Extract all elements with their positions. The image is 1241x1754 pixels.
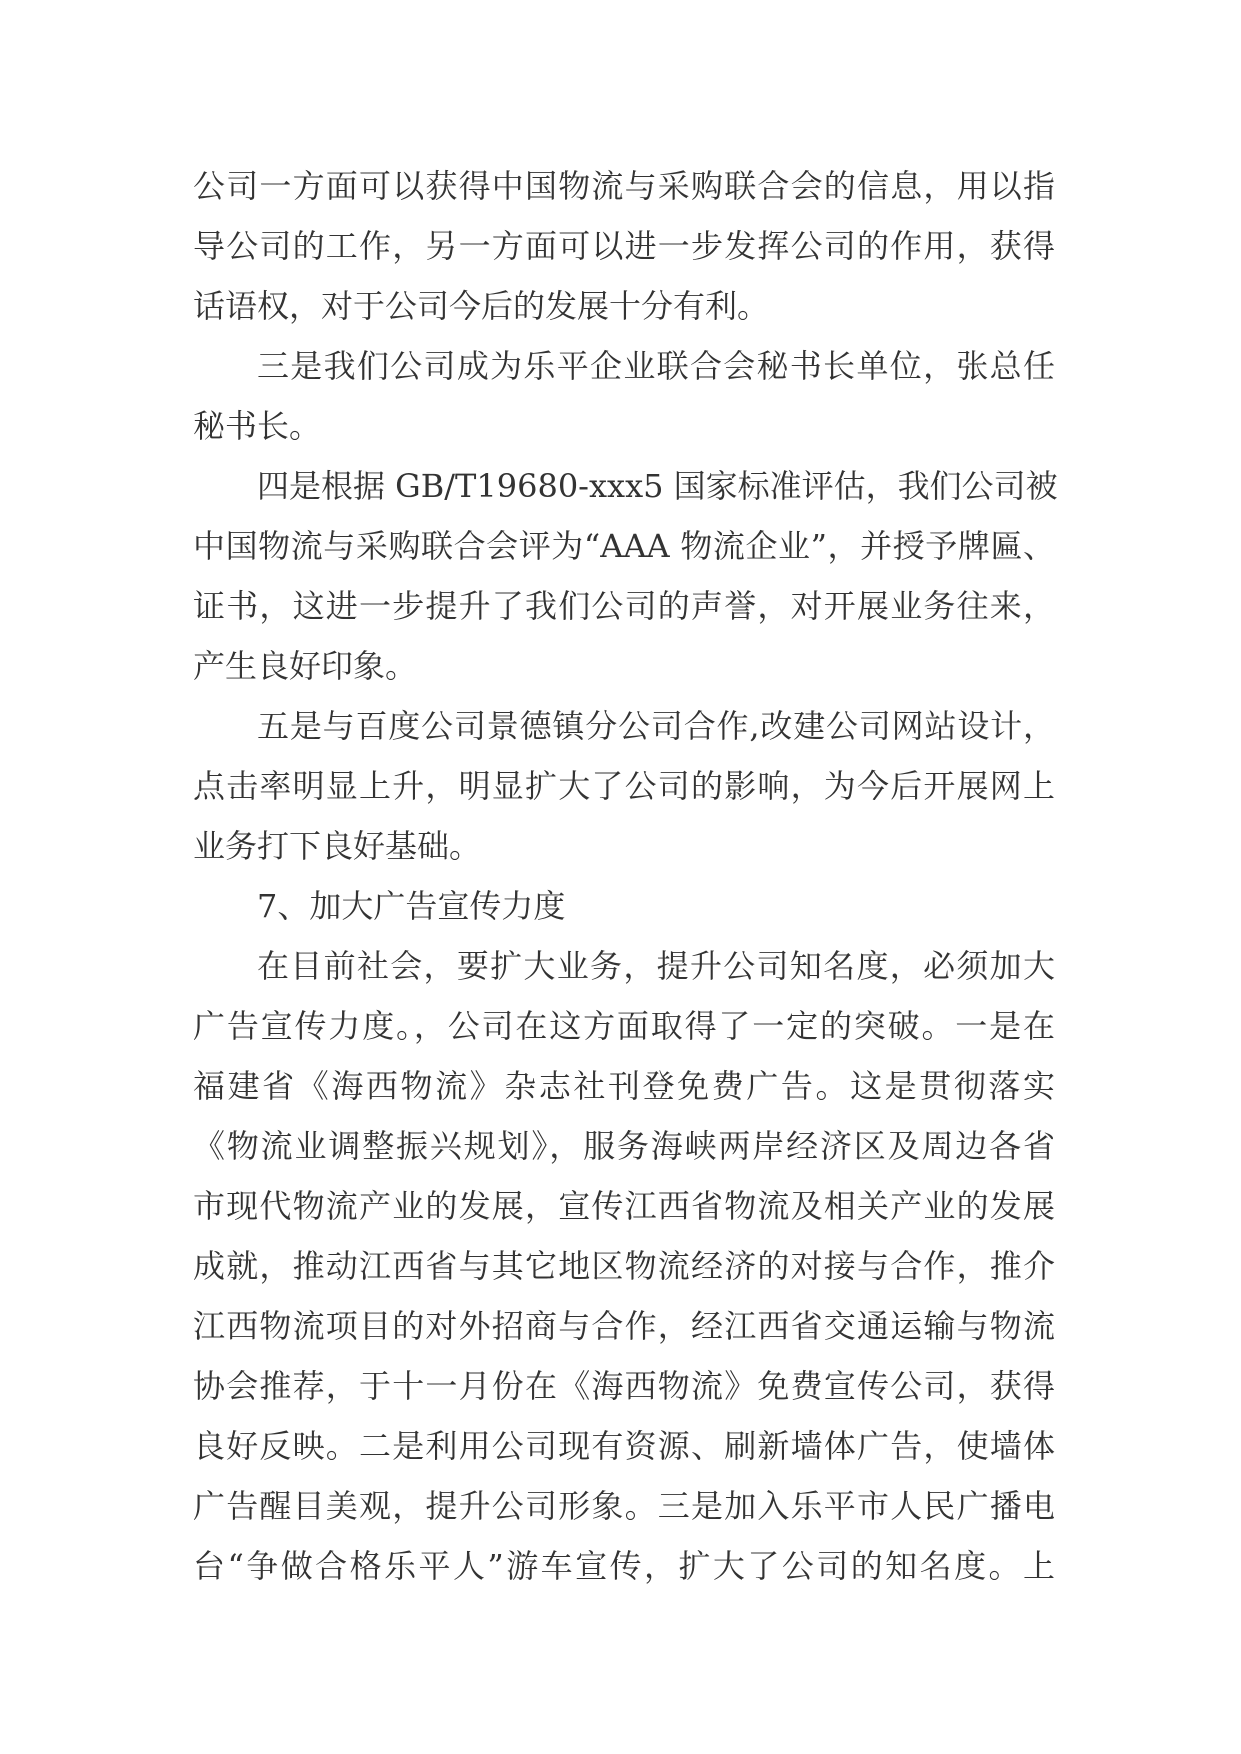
text-line: 江西物流项目的对外招商与合作，经江西省交通运输与物流 [193,1307,1055,1345]
text-line: 业务打下良好基础。 [193,827,482,865]
text-line: 点击率明显上升，明显扩大了公司的影响，为今后开展网上 [193,767,1055,805]
body-text [193,156,1058,1596]
text-line: 中国物流与采购联合会评为“AAA 物流企业”，并授予牌匾、 [193,527,1055,565]
text-line: 导公司的工作，另一方面可以进一步发挥公司的作用，获得 [193,227,1055,265]
text-line: 成就，推动江西省与其它地区物流经济的对接与合作，推介 [193,1247,1055,1285]
text-line: 市现代物流产业的发展，宣传江西省物流及相关产业的发展 [193,1187,1055,1225]
text-line: 广告宣传力度。，公司在这方面取得了一定的突破。一是在 [193,1007,1055,1045]
text-line: 公司一方面可以获得中国物流与采购联合会的信息，用以指 [193,167,1055,205]
text-line: 《物流业调整振兴规划》，服务海峡两岸经济区及周边各省 [193,1127,1055,1165]
text-line: 四是根据 GB/T19680-xxx5 国家标准评估，我们公司被 [257,467,1058,505]
text-line: 台“争做合格乐平人”游车宣传，扩大了公司的知名度。上 [193,1547,1055,1585]
text-line: 秘书长。 [193,407,322,445]
text-line: 协会推荐，于十一月份在《海西物流》免费宣传公司，获得 [193,1367,1055,1405]
section-heading: 7、加大广告宣传力度 [257,887,566,925]
text-line: 广告醒目美观，提升公司形象。三是加入乐平市人民广播电 [193,1487,1055,1525]
text-line: 在目前社会，要扩大业务，提升公司知名度，必须加大 [257,947,1055,985]
text-line: 良好反映。二是利用公司现有资源、刷新墙体广告，使墙体 [193,1427,1055,1465]
text-line: 三是我们公司成为乐平企业联合会秘书长单位，张总任 [257,347,1055,385]
text-line: 话语权，对于公司今后的发展十分有利。 [193,287,770,325]
text-line: 产生良好印象。 [193,647,418,685]
text-line: 证书，这进一步提升了我们公司的声誉，对开展业务往来， [193,587,1055,625]
text-line: 五是与百度公司景德镇分公司合作,改建公司网站设计， [257,707,1055,745]
text-line: 福建省《海西物流》杂志社刊登免费广告。这是贯彻落实 [193,1067,1055,1105]
